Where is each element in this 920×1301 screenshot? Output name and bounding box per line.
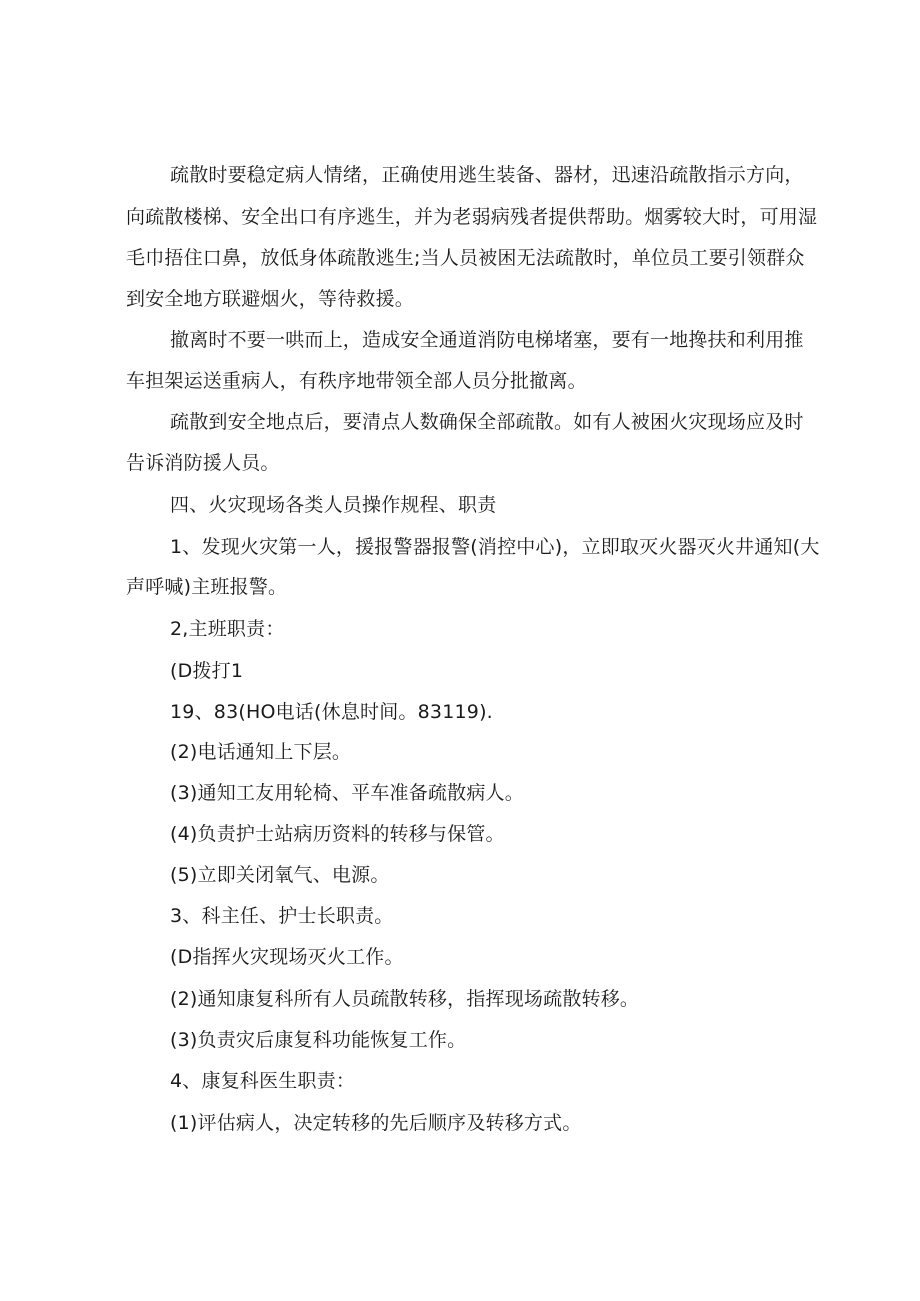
paragraph-line: 疏散时要稳定病人情绪，正确使用逃生装备、器材，迅速沿疏散指示方向， — [170, 164, 804, 186]
paragraph-line: 告诉消防援人员。 — [126, 452, 280, 474]
list-item: (D指挥火灾现场灭火工作。 — [170, 946, 404, 968]
paragraph-line: 毛巾捂住口鼻，放低身体疏散逃生;当人员被困无法疏散时，单位员工要引领群众 — [126, 247, 805, 269]
list-item: (2)通知康复科所有人员疏散转移，指挥现场疏散转移。 — [170, 988, 640, 1010]
paragraph-line: 向疏散楼梯、安全出口有序逃生，并为老弱病残者提供帮助。烟雾较大时，可用湿 — [126, 206, 818, 228]
list-item: 2,主班职责： — [170, 618, 285, 640]
paragraph-line: 车担架运送重病人，有秩序地带领全部人员分批撤离。 — [126, 370, 587, 392]
list-item: (3)负责灾后康复科功能恢复工作。 — [170, 1029, 467, 1051]
list-item: (3)通知工友用轮椅、平车准备疏散病人。 — [170, 782, 524, 804]
list-item: 3、科主任、护士长职责。 — [170, 905, 394, 927]
list-item: (4)负责护士站病历资料的转移与保管。 — [170, 823, 505, 845]
list-item-continuation: 声呼喊)主班报警。 — [126, 576, 288, 598]
paragraph-line: 疏散到安全地点后，要清点人数确保全部疏散。如有人被困火灾现场应及时 — [170, 411, 804, 433]
paragraph-line: 撤离时不要一哄而上，造成安全通道消防电梯堵塞，要有一地搀扶和利用推 — [170, 329, 804, 351]
list-item: 4、康复科医生职责： — [170, 1070, 356, 1092]
list-item: (2)电话通知上下层。 — [170, 741, 352, 763]
list-item: (5)立即关闭氧气、电源。 — [170, 864, 390, 886]
list-item: 19、83(HO电话(休息时间。83119). — [170, 701, 493, 723]
section-heading: 四、火灾现场各类人员操作规程、职责 — [170, 494, 497, 516]
list-item: (1)评估病人，决定转移的先后顺序及转移方式。 — [170, 1112, 582, 1134]
list-item: 1、发现火灾第一人，援报警器报警(消控中心)，立即取灭火器灭火井通知(大 — [170, 536, 820, 558]
paragraph-line: 到安全地方联避烟火，等待救援。 — [126, 288, 415, 310]
list-item: (D拨打1 — [170, 660, 244, 682]
